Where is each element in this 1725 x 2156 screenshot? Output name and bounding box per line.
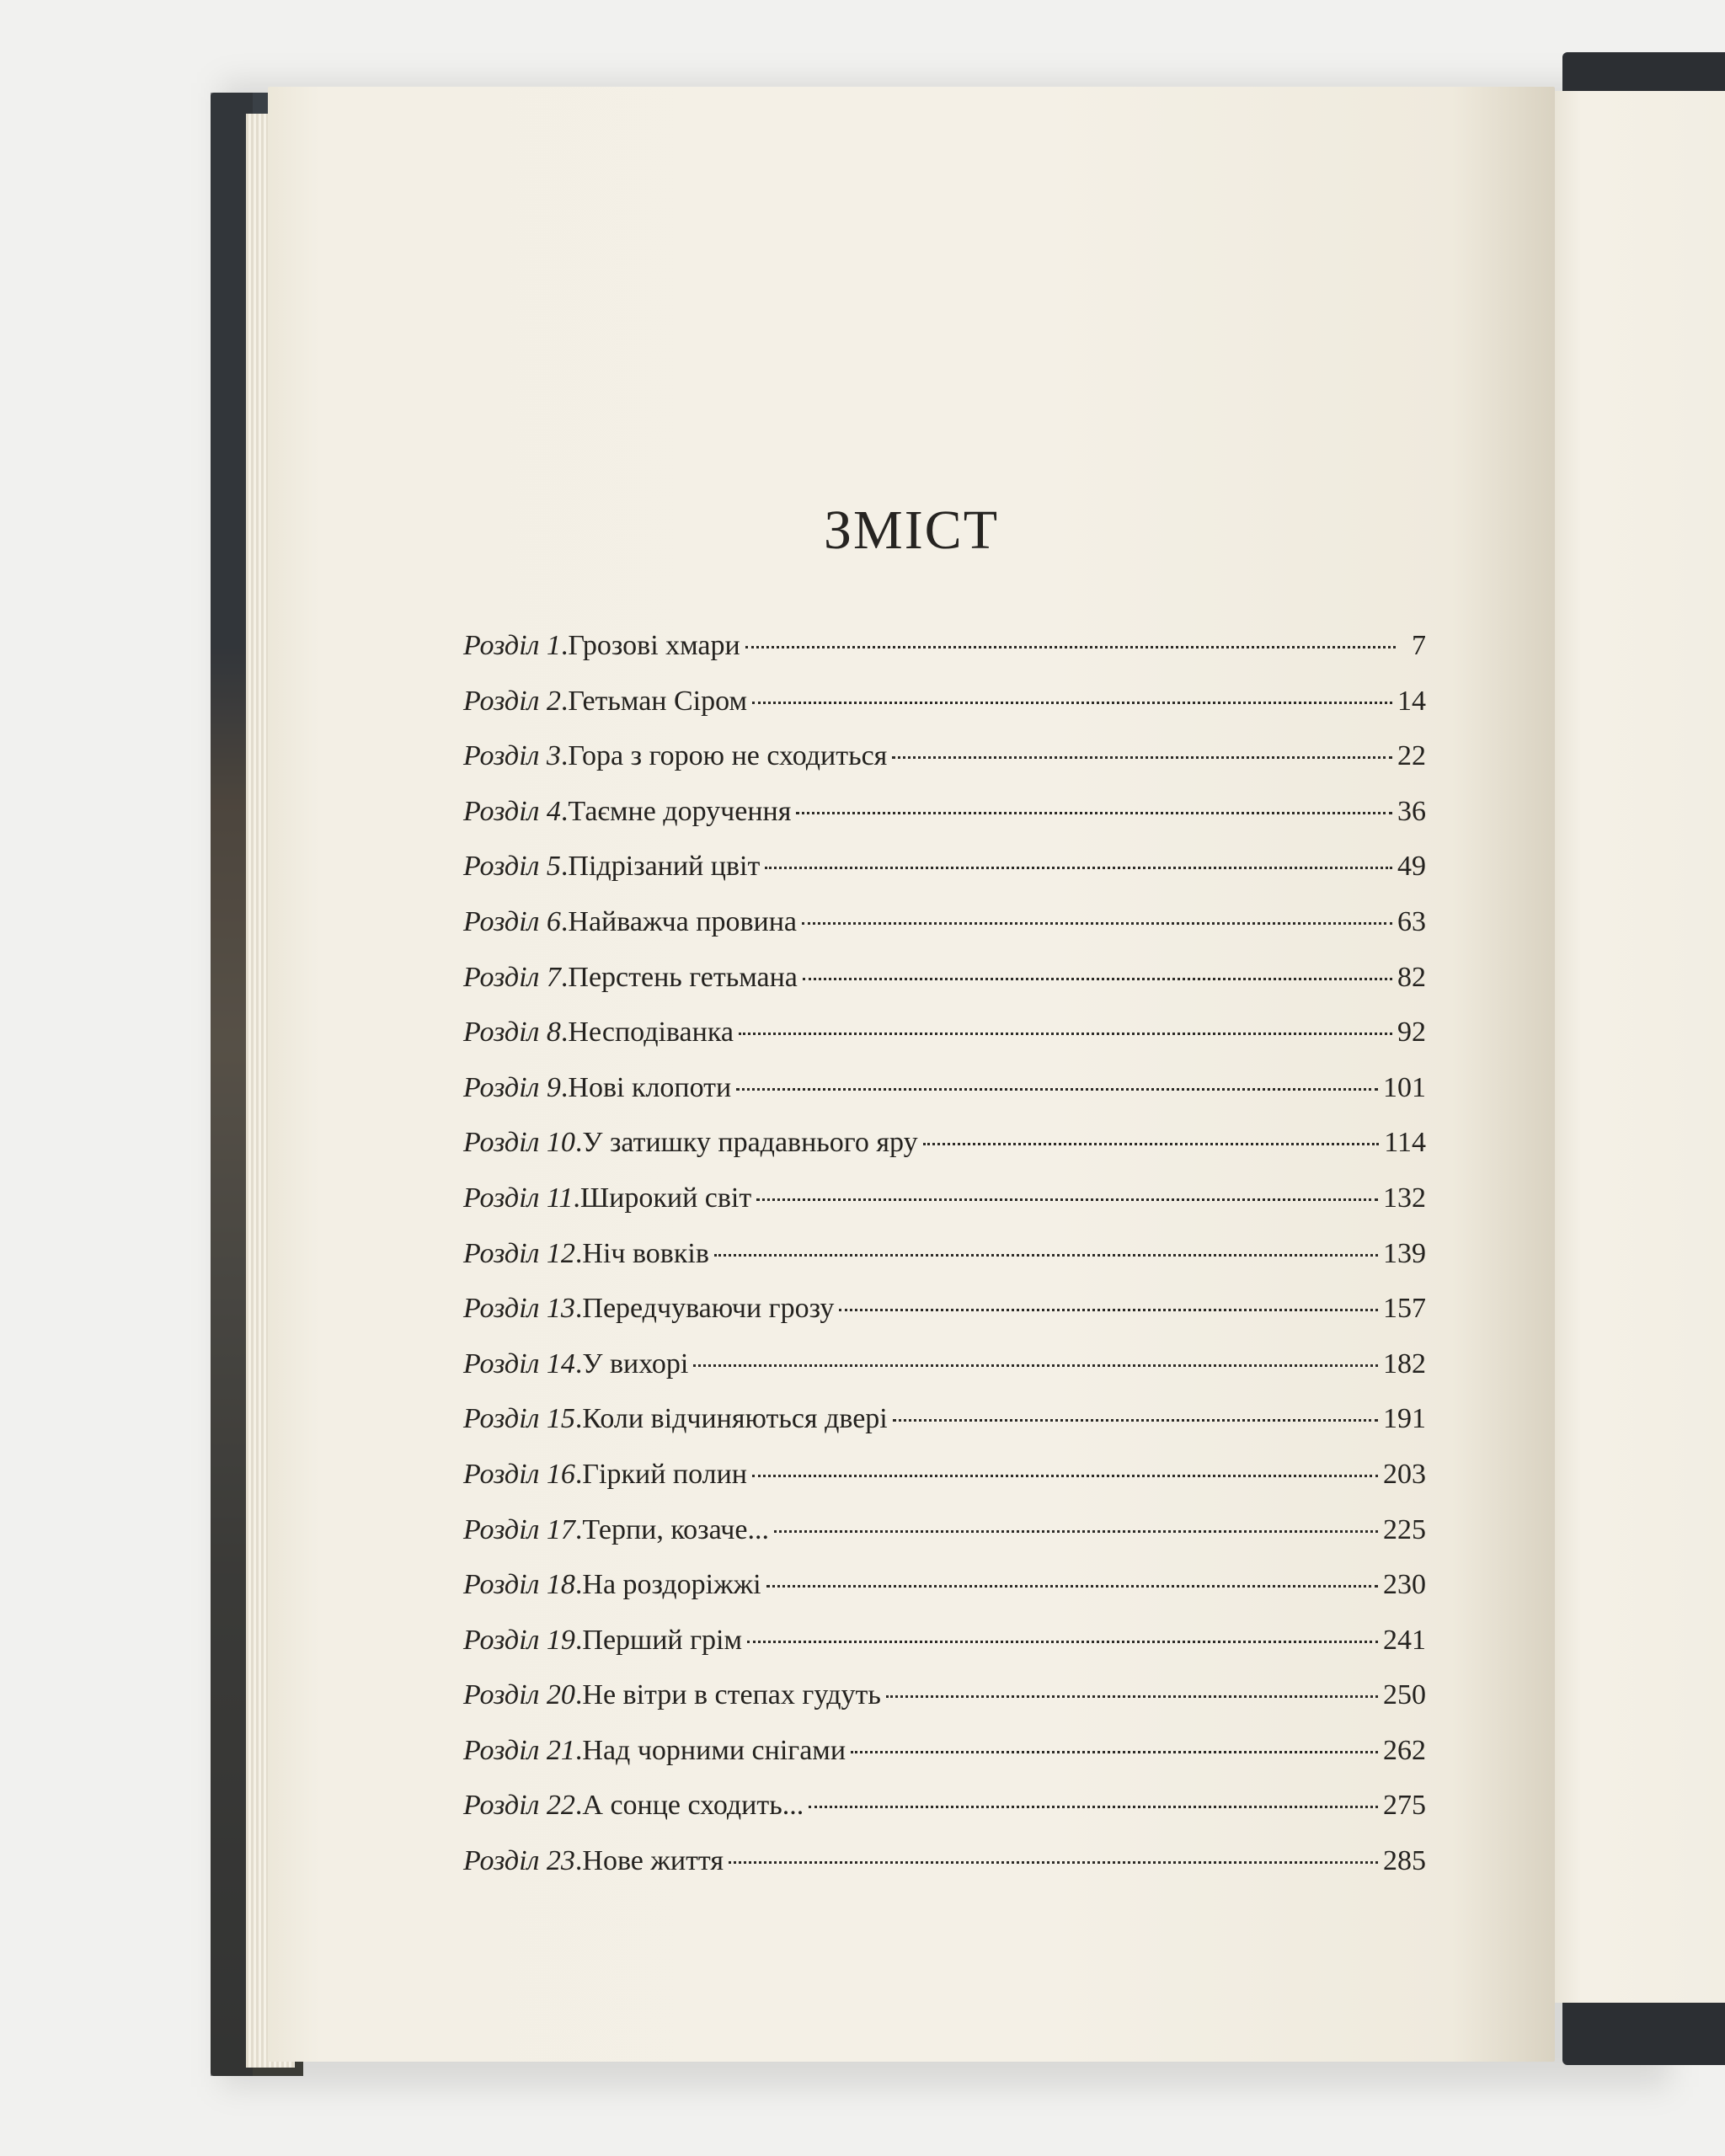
toc-entry: [463, 1459, 1426, 1514]
label-separator: .: [573, 1182, 580, 1214]
toc-entry: [463, 1293, 1426, 1348]
dot-leader: [736, 1088, 1378, 1091]
chapter-title: Несподіванка: [568, 1017, 734, 1049]
toc-entry: [463, 1845, 1426, 1901]
toc-entry: [463, 1348, 1426, 1404]
chapter-title: У затишку прадавнього яру: [582, 1127, 918, 1159]
chapter-label: Розділ 3: [463, 740, 561, 772]
page-number: 275: [1383, 1790, 1426, 1822]
chapter-title: У вихорі: [582, 1348, 689, 1380]
page-number: 22: [1397, 740, 1426, 772]
label-separator: .: [560, 740, 569, 772]
toc-entry: [463, 740, 1426, 796]
chapter-title: Нове життя: [582, 1845, 724, 1877]
page-number: 49: [1397, 851, 1426, 883]
dot-leader: [802, 922, 1392, 925]
dot-leader: [729, 1861, 1378, 1864]
toc-entry: [463, 962, 1426, 1017]
chapter-title: Над чорними снігами: [582, 1734, 846, 1766]
label-separator: .: [560, 851, 569, 883]
label-separator: .: [574, 1569, 583, 1601]
page-number: 36: [1397, 795, 1426, 827]
chapter-label: Розділ 13: [463, 1293, 575, 1325]
chapter-title: Передчуваючи грозу: [582, 1293, 835, 1325]
label-separator: .: [560, 795, 569, 827]
chapter-title: Широкий світ: [579, 1182, 752, 1214]
page-number: 14: [1397, 685, 1426, 717]
label-separator: .: [574, 1679, 583, 1711]
chapter-title: Перший грім: [582, 1624, 743, 1656]
dot-leader: [739, 1033, 1392, 1035]
dot-leader: [765, 867, 1392, 869]
chapter-label: Розділ 18: [463, 1569, 575, 1601]
toc-entry: [463, 906, 1426, 962]
chapter-label: Розділ 17: [463, 1513, 575, 1545]
page-number: 250: [1383, 1679, 1426, 1711]
chapter-label: Розділ 15: [463, 1403, 575, 1435]
toc-entry: [463, 1238, 1426, 1294]
dot-leader: [693, 1364, 1378, 1367]
toc-entry: [463, 1514, 1426, 1570]
chapter-title: Нові клопоти: [568, 1071, 732, 1103]
label-separator: .: [560, 685, 569, 717]
chapter-title: Гетьман Сіром: [568, 685, 747, 717]
toc-entry: [463, 796, 1426, 851]
chapter-title: Ніч вовків: [582, 1237, 709, 1269]
chapter-title: А сонце сходить...: [582, 1790, 804, 1822]
label-separator: .: [574, 1293, 583, 1325]
page-number: 82: [1397, 961, 1426, 993]
dot-leader: [796, 812, 1392, 814]
dot-leader: [803, 978, 1392, 980]
page-number: 157: [1383, 1293, 1426, 1325]
chapter-label: Розділ 5: [463, 851, 561, 883]
dot-leader: [752, 702, 1392, 704]
chapter-label: Розділ 12: [463, 1237, 575, 1269]
dot-leader: [774, 1530, 1378, 1533]
page-number: 230: [1383, 1569, 1426, 1601]
chapter-label: Розділ 9: [463, 1071, 561, 1103]
label-separator: .: [560, 1017, 569, 1049]
toc-entry: [463, 1403, 1426, 1459]
chapter-title: Коли відчиняються двері: [582, 1403, 888, 1435]
dot-leader: [752, 1475, 1378, 1477]
toc-entry: [463, 1127, 1426, 1182]
page-number: 262: [1383, 1734, 1426, 1766]
chapter-title: Грозові хмари: [568, 630, 740, 661]
chapter-label: Розділ 2: [463, 685, 561, 717]
dot-leader: [839, 1309, 1378, 1311]
toc-entry: [463, 1182, 1426, 1238]
dot-leader: [766, 1585, 1378, 1588]
page-number: 114: [1384, 1127, 1426, 1159]
label-separator: .: [574, 1237, 583, 1269]
toc-entry: [463, 686, 1426, 741]
chapter-title: Гіркий полин: [582, 1458, 748, 1490]
dot-leader: [851, 1751, 1378, 1753]
toc-entry: [463, 1735, 1426, 1790]
dot-leader: [923, 1143, 1380, 1145]
chapter-label: Розділ 7: [463, 961, 561, 993]
chapter-title: Терпи, козаче...: [582, 1513, 769, 1545]
chapter-label: Розділ 23: [463, 1845, 575, 1877]
dot-leader: [809, 1806, 1378, 1808]
dot-leader: [892, 756, 1392, 759]
toc-entry: [463, 851, 1426, 906]
chapter-label: Розділ 6: [463, 905, 561, 937]
toc-entry: [463, 630, 1426, 686]
dot-leader: [745, 646, 1396, 648]
label-separator: .: [560, 905, 569, 937]
page-number: 285: [1383, 1845, 1426, 1877]
chapter-title: Таємне доручення: [568, 795, 792, 827]
chapter-label: Розділ 10: [463, 1127, 575, 1159]
chapter-label: Розділ 4: [463, 795, 561, 827]
page-number: 139: [1383, 1237, 1426, 1269]
table-of-contents: [463, 630, 1426, 1901]
label-separator: .: [560, 630, 569, 661]
chapter-label: Розділ 21: [463, 1734, 575, 1766]
page-number: 241: [1383, 1624, 1426, 1656]
chapter-title: Найважча провина: [568, 905, 797, 937]
label-separator: .: [574, 1127, 583, 1159]
label-separator: .: [560, 961, 569, 993]
label-separator: .: [574, 1458, 583, 1490]
chapter-label: Розділ 8: [463, 1017, 561, 1049]
page-number: 92: [1397, 1017, 1426, 1049]
chapter-title: Підрізаний цвіт: [568, 851, 761, 883]
dot-leader: [714, 1254, 1378, 1257]
toc-entry: [463, 1790, 1426, 1845]
chapter-label: Розділ 1: [463, 630, 561, 661]
chapter-title: На роздоріжжі: [582, 1569, 761, 1601]
label-separator: .: [574, 1734, 583, 1766]
page-number: 63: [1397, 905, 1426, 937]
toc-entry: [463, 1569, 1426, 1625]
page-number: 225: [1383, 1513, 1426, 1545]
toc-entry: [463, 1679, 1426, 1735]
dot-leader: [893, 1419, 1378, 1422]
toc-entry: [463, 1625, 1426, 1680]
chapter-title: Перстень гетьмана: [568, 961, 798, 993]
label-separator: .: [574, 1624, 583, 1656]
chapter-label: Розділ 22: [463, 1790, 575, 1822]
page-title: ЗМІСТ: [823, 499, 1000, 562]
toc-entry: [463, 1017, 1426, 1072]
chapter-title: Не вітри в степах гудуть: [582, 1679, 881, 1711]
dot-leader: [747, 1641, 1378, 1643]
label-separator: .: [574, 1348, 583, 1380]
label-separator: .: [560, 1071, 569, 1103]
page-number: 101: [1383, 1071, 1426, 1103]
right-page: [1550, 91, 1725, 2003]
chapter-label: Розділ 14: [463, 1348, 575, 1380]
page-number: 7: [1412, 630, 1426, 661]
chapter-label: Розділ 11: [463, 1182, 574, 1214]
chapter-label: Розділ 16: [463, 1458, 575, 1490]
label-separator: .: [574, 1513, 583, 1545]
page-number: 191: [1383, 1403, 1426, 1435]
page-number: 182: [1383, 1348, 1426, 1380]
chapter-title: Гора з горою не сходиться: [568, 740, 888, 772]
label-separator: .: [574, 1403, 583, 1435]
page-number: 203: [1383, 1458, 1426, 1490]
dot-leader: [886, 1695, 1378, 1698]
label-separator: .: [574, 1790, 583, 1822]
toc-entry: [463, 1072, 1426, 1128]
chapter-label: Розділ 19: [463, 1624, 575, 1656]
page-number: 132: [1383, 1182, 1426, 1214]
dot-leader: [756, 1198, 1378, 1201]
label-separator: .: [574, 1845, 583, 1877]
chapter-label: Розділ 20: [463, 1679, 575, 1711]
